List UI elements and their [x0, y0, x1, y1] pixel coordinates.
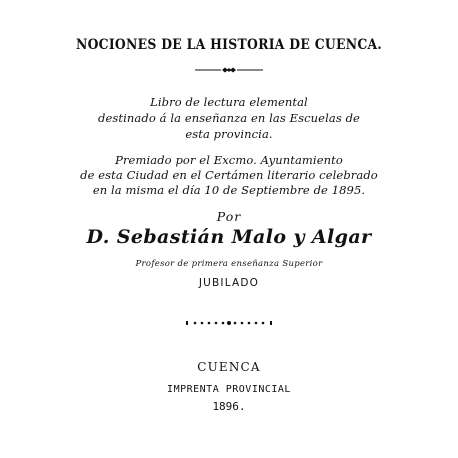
book-title: NOCIONES DE LA HISTORIA DE CUENCA. — [75, 37, 383, 53]
author-name: D. Sebastián Malo y Algar — [86, 226, 372, 248]
prize-line: Premiado por el Excmo. Ayuntamiento — [115, 153, 343, 167]
by-label: Por — [216, 209, 242, 224]
ornament-rule-icon — [195, 66, 263, 74]
author-status: JUBILADO — [198, 277, 260, 289]
description-line: destinado á la enseñanza en las Escuelas de — [98, 111, 360, 125]
prize-line: en la misma el día 10 de Septiembre de 1895. — [92, 183, 366, 197]
publication-city: CUENCA — [197, 360, 261, 374]
description-line: esta provincia. — [185, 127, 273, 141]
publication-year: 1896. — [212, 400, 246, 413]
description-line: Libro de lectura elemental — [150, 95, 308, 109]
ornament-dots-icon — [186, 318, 272, 328]
author-role: Profesor de primera enseñanza Superior — [135, 259, 323, 269]
prize-line: de esta Ciudad en el Certámen literario celebrado — [80, 168, 378, 182]
printer-name: IMPRENTA PROVINCIAL — [167, 384, 291, 395]
